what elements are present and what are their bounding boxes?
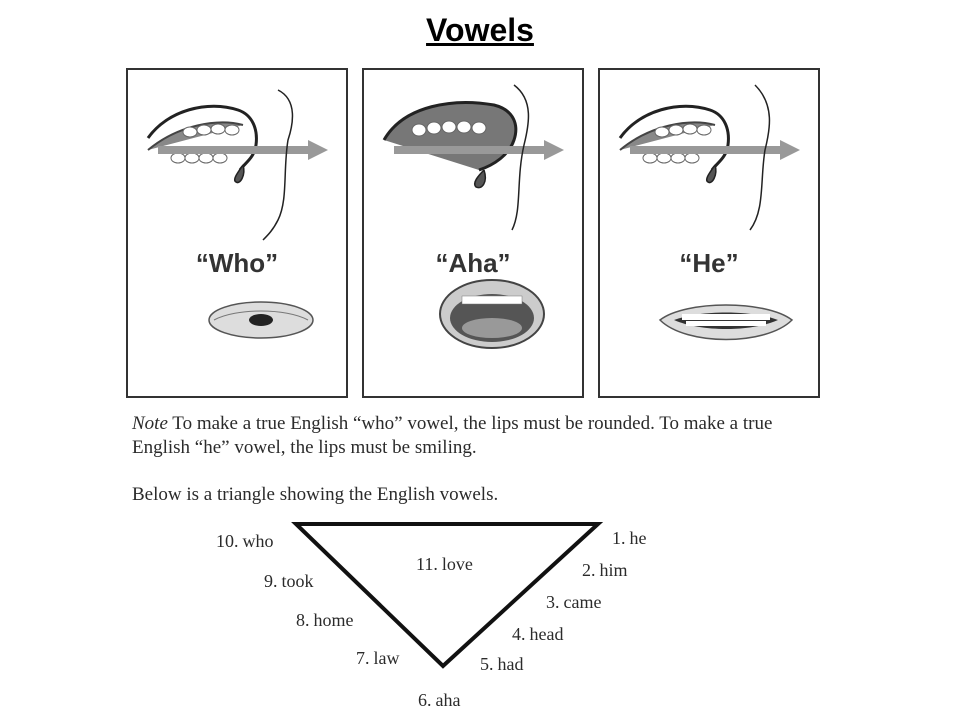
vowel-8: 8. home [296,610,354,630]
vowel-10: 10. who [216,531,274,551]
vowel-label-he: “He” [679,248,739,278]
vowel-3: 3. came [546,592,602,612]
triangle-intro: Below is a triangle showing the English vowels. [132,484,499,505]
page-title: Vowels [426,12,534,48]
vowel-2: 2. him [582,560,628,580]
vowel-5: 5. had [480,654,524,674]
note-text: To make a true English “who” vowel, the lips must be rounded. To make a true English “he” vowel, the lips must be smiling. [132,413,773,458]
vowel-7: 7. law [356,648,400,668]
vowel-6: 6. aha [418,690,461,710]
vowel-4: 4. head [512,624,564,644]
vowel-1: 1. he [612,528,647,548]
vowel-11: 11. love [416,554,473,574]
vowel-9: 9. took [264,571,314,591]
vowel-label-aha: “Aha” [435,248,511,278]
vowel-label-who: “Who” [195,248,279,278]
note-label: Note [132,413,168,434]
